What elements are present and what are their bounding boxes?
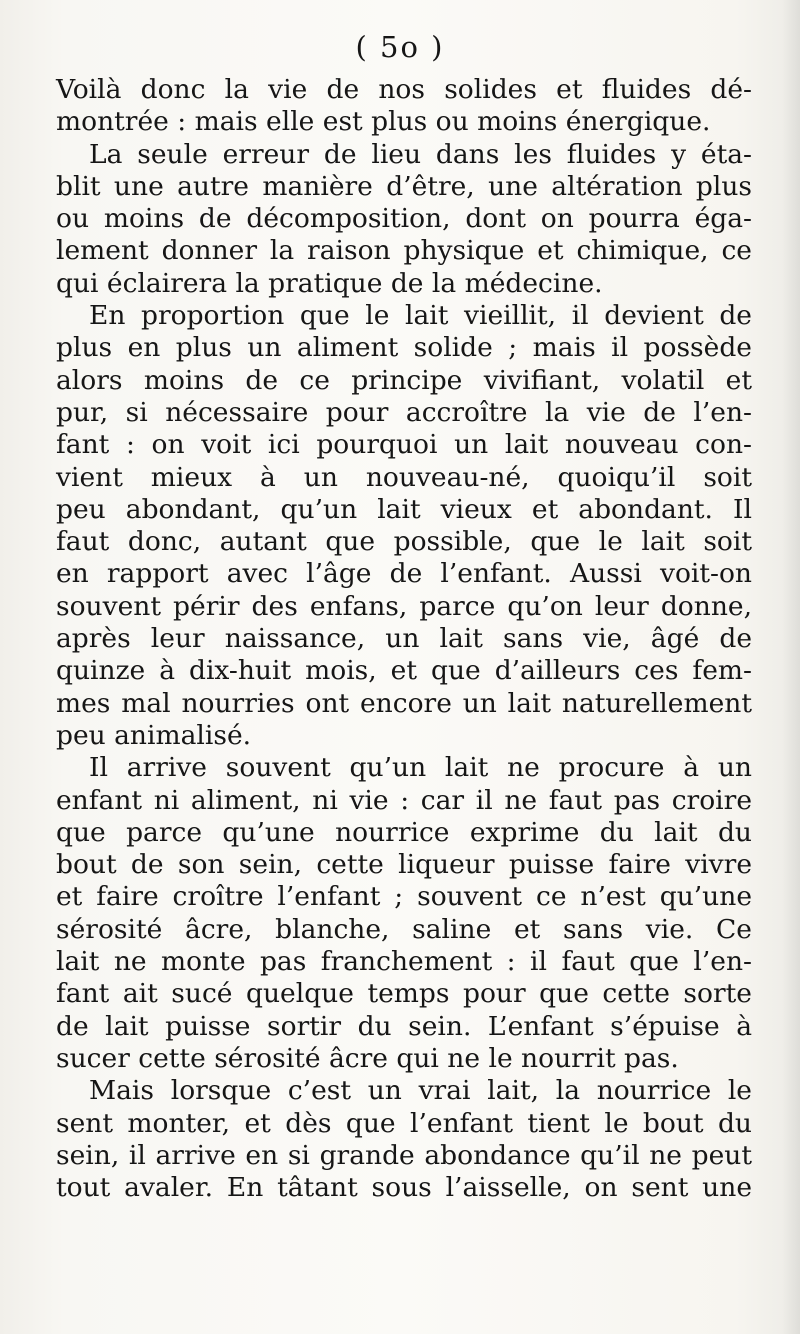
text-line: fant ait sucé quelque temps pour que cette sorte bbox=[56, 978, 752, 1010]
text-line: enfant ni aliment, ni vie : car il ne faut pas croire bbox=[56, 784, 752, 816]
text-line: lement donner la raison physique et chimique, ce bbox=[56, 235, 752, 267]
text-line: pur, si nécessaire pour accroître la vie de l’en- bbox=[56, 396, 752, 428]
paragraph bbox=[56, 139, 752, 300]
text-line: alors moins de ce principe vivifiant, volatil et bbox=[56, 364, 752, 396]
text-line: vient mieux à un nouveau-né, quoiqu’il soit bbox=[56, 461, 752, 493]
text-line: faut donc, autant que possible, que le lait soit bbox=[56, 526, 752, 558]
text-line: de lait puisse sortir du sein. L’enfant s’épuise à bbox=[56, 1010, 752, 1042]
text-line: montrée : mais elle est plus ou moins énergique. bbox=[56, 106, 711, 138]
text-line: Voilà donc la vie de nos solides et fluides dé- bbox=[56, 74, 752, 105]
text-line: ou moins de décomposition, dont on pourra éga- bbox=[56, 203, 752, 235]
text-line: mes mal nourries ont encore un lait naturellement bbox=[56, 687, 752, 719]
text-line: bout de son sein, cette liqueur puisse faire vivre bbox=[56, 849, 752, 881]
body-text bbox=[56, 74, 752, 1204]
paragraph bbox=[56, 752, 752, 1075]
text-line: souvent périr des enfans, parce qu’on leur donne, bbox=[56, 590, 752, 622]
text-line: plus en plus un aliment solide ; mais il possède bbox=[56, 332, 752, 364]
text-line: sein, il arrive en si grande abondance qu’il ne peut bbox=[56, 1139, 752, 1171]
text-line: blit une autre manière d’être, une altération plus bbox=[56, 170, 752, 202]
page-edge-shadow bbox=[782, 0, 800, 1334]
text-line: et faire croître l’enfant ; souvent ce n’est qu’une bbox=[56, 881, 752, 913]
text-line: que parce qu’une nourrice exprime du lait du bbox=[56, 816, 752, 848]
text-line: sérosité âcre, blanche, saline et sans vie. Ce bbox=[56, 913, 752, 945]
text-line: quinze à dix-huit mois, et que d’ailleurs ces fem- bbox=[56, 655, 752, 687]
text-line: peu abondant, qu’un lait vieux et abondant. Il bbox=[56, 493, 752, 525]
text-line: Il arrive souvent qu’un lait ne procure à un bbox=[89, 752, 752, 784]
text-line: après leur naissance, un lait sans vie, âgé de bbox=[56, 623, 752, 655]
text-line: qui éclairera la pratique de la médecine. bbox=[56, 267, 603, 299]
page-number: ( 5o ) bbox=[355, 30, 445, 64]
paragraph bbox=[56, 300, 752, 752]
paragraph bbox=[56, 1075, 752, 1204]
text-line: peu animalisé. bbox=[56, 719, 252, 751]
text-line: sucer cette sérosité âcre qui ne le nourrit pas. bbox=[56, 1042, 679, 1074]
paragraph bbox=[56, 74, 752, 139]
text-line: sent monter, et dès que l’enfant tient le bout du bbox=[56, 1107, 752, 1139]
text-line: La seule erreur de lieu dans les fluides y éta- bbox=[89, 138, 752, 170]
text-line: En proportion que le lait vieillit, il devient de bbox=[89, 300, 752, 332]
text-line: fant : on voit ici pourquoi un lait nouveau con- bbox=[56, 429, 752, 461]
text-line: lait ne monte pas franchement : il faut que l’en- bbox=[56, 946, 752, 978]
text-line: tout avaler. En tâtant sous l’aisselle, on sent une bbox=[56, 1172, 752, 1204]
text-line: Mais lorsque c’est un vrai lait, la nourrice le bbox=[89, 1075, 752, 1107]
text-line: en rapport avec l’âge de l’enfant. Aussi voit-on bbox=[56, 558, 752, 590]
